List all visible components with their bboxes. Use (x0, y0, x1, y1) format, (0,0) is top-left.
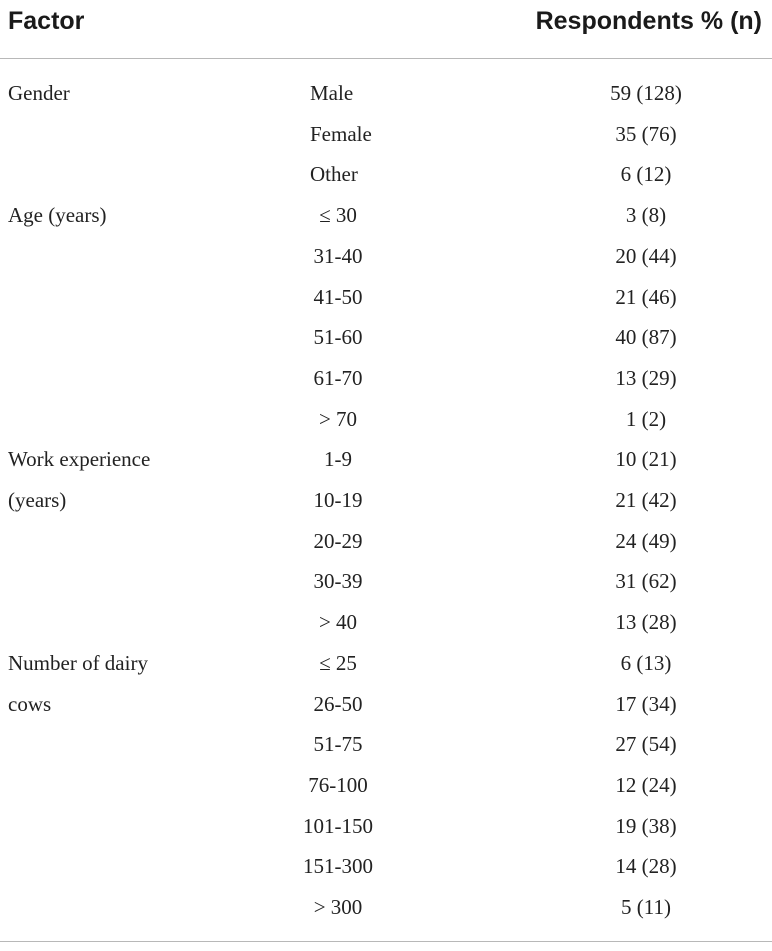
table-row (0, 480, 772, 520)
category-cell: Other (310, 162, 358, 187)
factor-cell: (years) (8, 488, 67, 512)
header-divider (0, 58, 772, 59)
table-row (0, 73, 772, 113)
category-cell: 51-75 (313, 732, 363, 757)
category-cell: 30-39 (313, 569, 363, 594)
table-row (0, 358, 772, 398)
category-cell: 31-40 (313, 243, 363, 268)
respondents-cell: 21 (42) (615, 488, 677, 512)
table-row (0, 439, 772, 479)
table-row (0, 277, 772, 317)
table-row (0, 195, 772, 235)
table-row (0, 684, 772, 724)
respondents-cell: 20 (44) (615, 243, 677, 268)
table-row (0, 806, 772, 846)
table-row (0, 724, 772, 764)
respondents-cell: 13 (28) (615, 610, 677, 635)
category-cell: ≤ 25 (319, 650, 357, 675)
table-row (0, 887, 772, 927)
category-cell: > 40 (318, 610, 358, 635)
table-row (0, 399, 772, 439)
category-cell: > 70 (318, 406, 358, 431)
respondents-cell: 14 (28) (615, 854, 677, 879)
category-cell: 20-29 (313, 528, 363, 553)
factor-cell: Number of dairy (8, 650, 148, 675)
table-row (0, 643, 772, 683)
category-cell: 10-19 (313, 488, 363, 512)
category-cell: 101-150 (303, 813, 373, 838)
respondents-cell: 21 (46) (615, 284, 677, 309)
respondents-cell: 5 (11) (621, 895, 671, 919)
category-cell: 51-60 (313, 325, 363, 350)
factor-cell: Gender (8, 81, 70, 105)
table-row (0, 317, 772, 357)
table-row (0, 561, 772, 601)
category-cell: Male (310, 81, 354, 105)
header-factor: Factor (8, 7, 85, 35)
table-row (0, 846, 772, 886)
factor-cell: cows (8, 691, 52, 716)
table-row (0, 602, 772, 642)
respondents-cell: 6 (12) (620, 162, 672, 187)
respondents-cell: 59 (128) (610, 81, 682, 105)
table-row (0, 114, 772, 154)
table-row (0, 154, 772, 194)
category-cell: 26-50 (313, 691, 363, 716)
category-cell: 1-9 (324, 447, 352, 472)
table-bottom-divider (0, 941, 772, 942)
respondents-cell: 3 (8) (625, 203, 667, 228)
respondents-cell: 35 (76) (615, 121, 677, 146)
respondents-cell: 19 (38) (615, 813, 677, 838)
category-cell: ≤ 30 (319, 203, 357, 228)
respondents-cell: 17 (34) (615, 691, 677, 716)
factor-cell: Age (years) (8, 203, 107, 228)
category-cell: > 300 (313, 895, 363, 919)
respondents-cell: 10 (21) (615, 447, 677, 472)
respondents-cell: 12 (24) (615, 772, 677, 797)
table-row (0, 765, 772, 805)
respondents-cell: 6 (13) (620, 650, 672, 675)
category-cell: Female (310, 121, 372, 146)
category-cell: 61-70 (313, 365, 363, 390)
table-row (0, 521, 772, 561)
respondents-cell: 13 (29) (615, 365, 677, 390)
category-cell: 76-100 (308, 772, 368, 797)
category-cell: 41-50 (313, 284, 363, 309)
respondents-cell: 1 (2) (625, 406, 667, 431)
respondents-cell: 31 (62) (615, 569, 677, 594)
category-cell: 151-300 (303, 854, 373, 879)
factor-cell: Work experience (8, 447, 151, 472)
header-respondents: Respondents % (n) (535, 7, 762, 35)
respondents-cell: 40 (87) (615, 325, 677, 350)
respondents-cell: 24 (49) (615, 528, 677, 553)
table-row (0, 236, 772, 276)
respondents-cell: 27 (54) (615, 732, 677, 757)
